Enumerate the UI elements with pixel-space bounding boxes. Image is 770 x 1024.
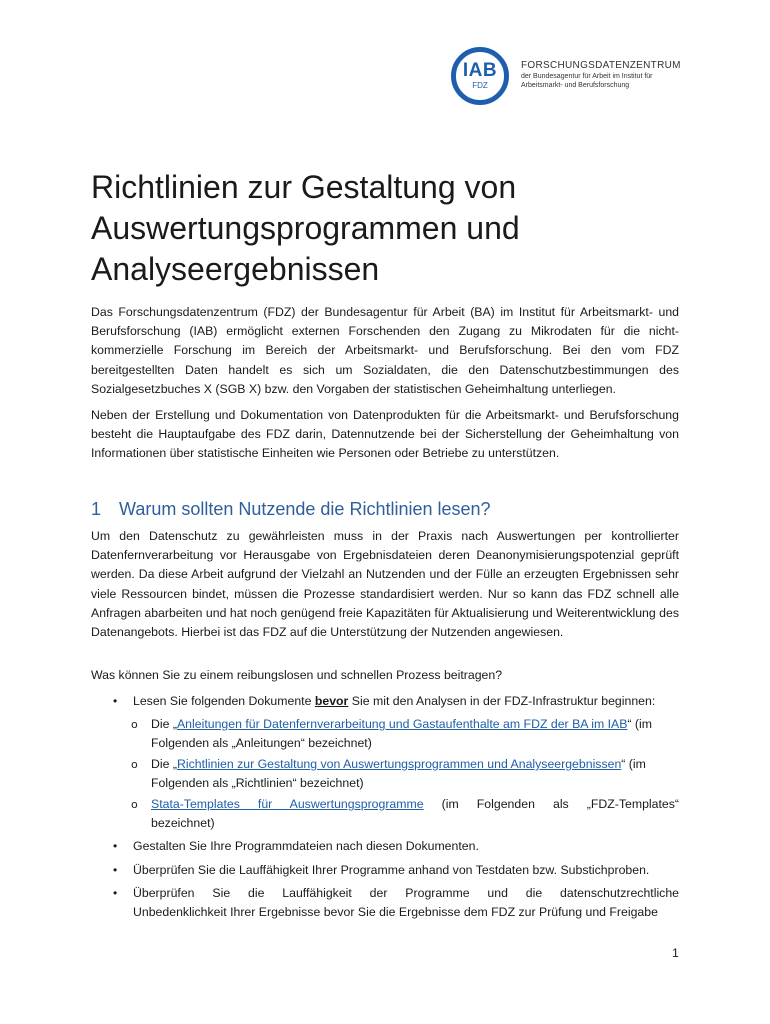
sub-bullet-item-3-line-2: bezeichnet): [151, 816, 215, 830]
bullet-1-text-end: Sie mit den Analysen in der FDZ-Infrastruktur beginnen:: [348, 694, 656, 708]
section-1-heading: [91, 497, 491, 521]
logo-fdz-text: FDZ: [472, 81, 488, 90]
section-1-title: Warum sollten Nutzende die Richtlinien lesen?: [119, 499, 491, 519]
logo-line-1: FORSCHUNGSDATENZENTRUM: [521, 60, 681, 71]
bullet-item-3: Überprüfen Sie die Lauffähigkeit Ihrer Programme anhand von Testdaten bzw. Substichproben.: [133, 863, 650, 877]
section-1-number: 1: [91, 499, 102, 519]
logo-iab-text: IAB: [462, 60, 498, 81]
title-line-1: Richtlinien zur Gestaltung von: [91, 169, 517, 205]
section-1-paragraph: Um den Datenschutz zu gewährleisten muss in der Praxis nach Auswertungen per kontrollierter Datenfernverarbeitung vor Herausgabe von Ergebnisdateien deren Deanonymisierungspotenzial geprüft werden. Da diese Arbeit aufgrund der Vielzahl an Nutzenden und der Fülle an erzeugten Ergebnissen sehr viele Ressourcen bindet, müssen die Prozesse standardisiert werden. Nur so kann das FDZ schnell alle Anfragen abarbeiten und hat noch genügend freie Kapazitäten für Aktualisierung und Weiterentwicklung des Datenangebots. Hierbei ist das FDZ auf die Unterstützung der Nutzenden angewiesen.: [91, 529, 679, 640]
bullet-marker: •: [113, 694, 118, 708]
sub-bullet-marker: o: [131, 798, 138, 811]
iab-logo-circle-icon: [451, 47, 509, 105]
sub-bullet-2-prefix: Die „: [151, 757, 177, 771]
intro-paragraph-1: Das Forschungsdatenzentrum (FDZ) der Bundesagentur für Arbeit (BA) im Institut für Arbeitsmarkt- und Berufsforschung (IAB) ermöglicht externen Forschenden den Zugang zu Mikrodaten für die nicht-kommerzielle Forschung im Bereich der Arbeitsmarkt- und Berufsforschung. Bei den vom FDZ bereitgestellten Daten handelt es sich um Sozialdaten, die den Datenschutzbestimmungen des Sozialgesetzbuches X (SGB X) bzw. den Vorgaben der statistischen Geheimhaltung unterliegen.: [91, 305, 679, 396]
sub-bullet-marker: o: [131, 758, 138, 771]
logo-line-2: der Bundesagentur für Arbeit im Institut für: [521, 73, 653, 80]
title-line-2: Auswertungsprogrammen und: [91, 210, 520, 246]
logo-line-3: Arbeitsmarkt- und Berufsforschung: [521, 82, 630, 89]
bullet-marker: •: [113, 886, 118, 900]
bullet-marker: •: [113, 839, 118, 853]
bullet-1-emphasis: bevor: [314, 694, 349, 708]
section-1-question: Was können Sie zu einem reibungslosen und schnellen Prozess beitragen?: [91, 668, 503, 682]
sub-bullet-item-2: [151, 755, 679, 793]
sub-bullet-2-suffix: “ (im Folgenden als „Richtlinien“ bezeichnet): [151, 757, 646, 791]
sub-bullet-1-suffix: “ (im Folgenden als „Anleitungen“ bezeichnet): [151, 717, 653, 751]
intro-paragraph-2: Neben der Erstellung und Dokumentation von Datenprodukten für die Arbeitsmarkt- und Berufsforschung besteht die Hauptaufgabe des FDZ darin, Datennutzende bei der Sicherstellung der Geheimhaltung von Informationen über statistische Einheiten wie Personen oder Betriebe zu unterstützen.: [91, 408, 679, 461]
bullet-item-4-line-1: Überprüfen Sie die Lauffähigkeit der Programme und die datenschutzrechtliche: [133, 886, 679, 900]
bullet-item-1: [133, 692, 679, 711]
title-line-3: Analyseergebnissen: [91, 251, 380, 287]
sub-bullet-item-1: [151, 715, 679, 753]
document-title: [91, 167, 691, 290]
link-anleitungen[interactable]: Anleitungen für Datenfernverarbeitung und Gastaufenthalte am FDZ der BA im IAB: [176, 717, 628, 731]
logo-wordmark: [521, 60, 696, 90]
iab-fdz-logo: [451, 47, 691, 107]
sub-bullet-1-prefix: Die „: [151, 717, 177, 731]
bullet-marker: •: [113, 863, 118, 877]
sub-bullet-marker: o: [131, 718, 138, 731]
link-stata-templates[interactable]: Stata-Templates für Auswertungsprogramme: [151, 797, 424, 811]
bullet-item-4-line-2: Unbedenklichkeit Ihrer Ergebnisse bevor Sie die Ergebnisse dem FDZ zur Prüfung und Freigabe: [133, 905, 658, 919]
page-number: 1: [672, 946, 679, 960]
bullet-item-2: Gestalten Sie Ihre Programmdateien nach diesen Dokumenten.: [133, 839, 479, 853]
link-richtlinien[interactable]: Richtlinien zur Gestaltung von Auswertungsprogrammen und Analyseergebnissen: [176, 757, 622, 771]
bullet-1-text-start: Lesen Sie folgenden Dokumente: [133, 694, 315, 708]
sub-bullet-3-rest: (im Folgenden als „FDZ-Templates“: [423, 797, 679, 811]
sub-bullet-item-3-line-1: [151, 795, 679, 814]
